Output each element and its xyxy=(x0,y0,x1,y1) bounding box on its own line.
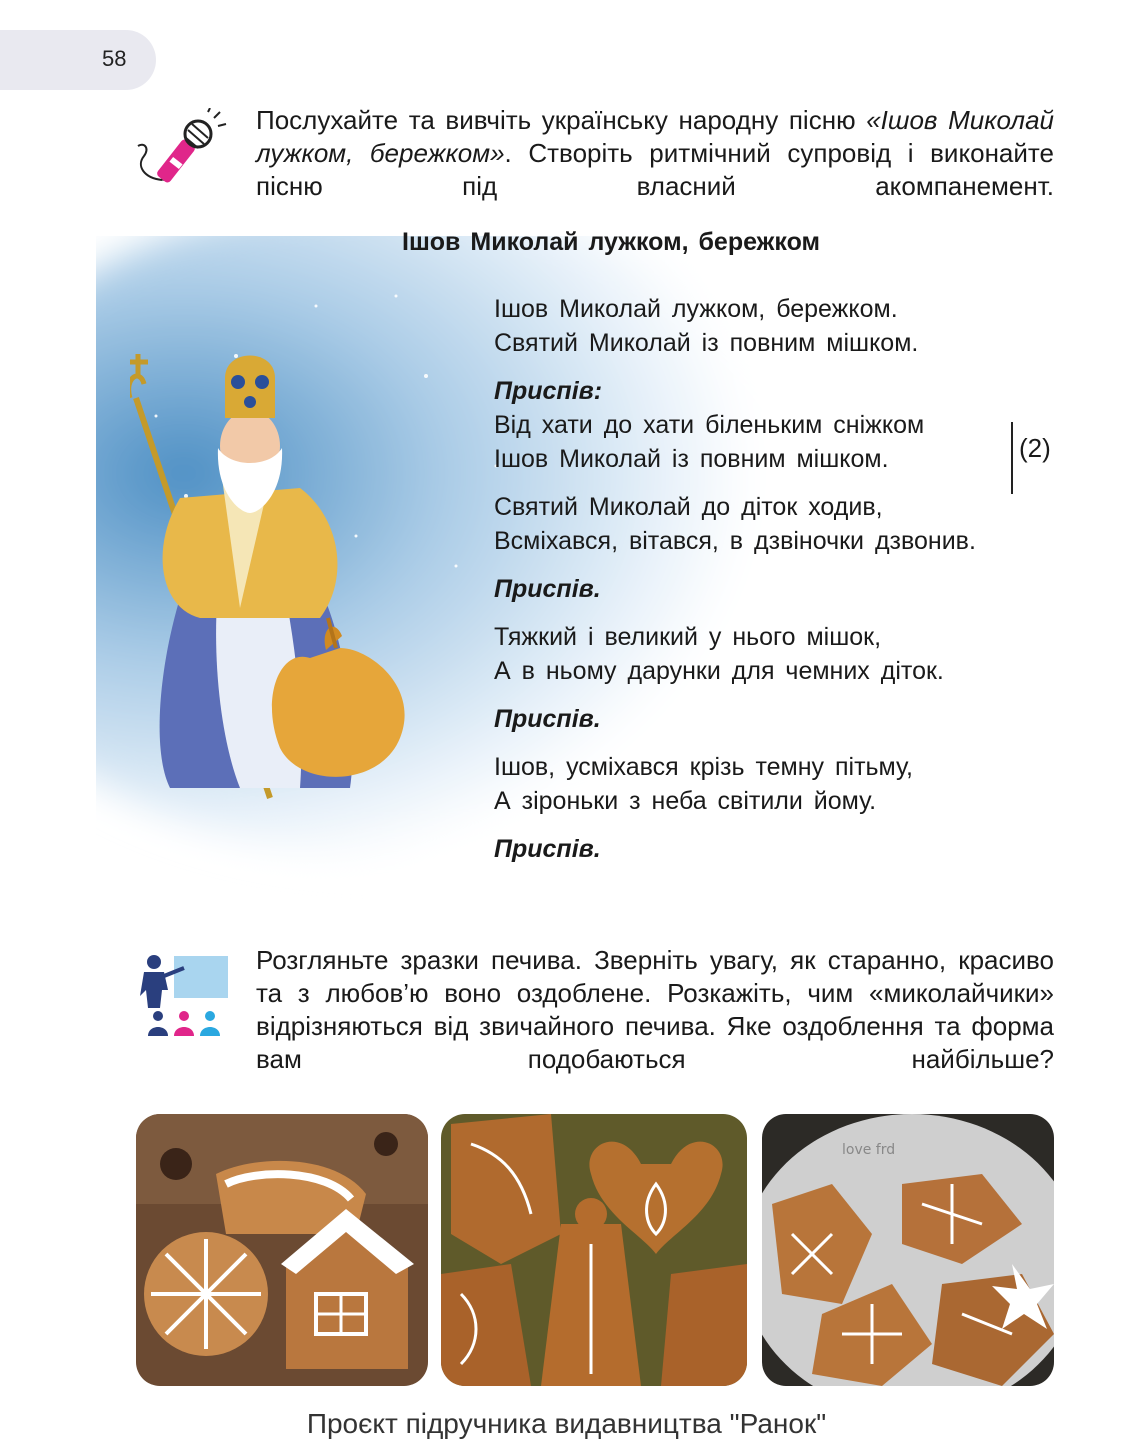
repeat-mark: (2) xyxy=(1019,433,1051,463)
repeat-bracket xyxy=(1011,422,1013,494)
page-number-tab xyxy=(0,30,156,90)
lyric-line: Всміхався, вітався, в дзвіночки дзвонив. xyxy=(494,527,976,555)
lyric-line: Святий Миколай із повним мішком. xyxy=(494,329,919,357)
task2-text: Розгляньте зразки печива. Зверніть увагу, як старанно, красиво та з любов’ю воно оздоблене. Розкажіть, чим «миколайчики» відрізняються від звичайного печива. Яке оздоблення та форма вам подобаються найбільше? xyxy=(256,945,1054,1074)
lyric-line: А зіроньки з неба світили йому. xyxy=(494,787,877,815)
song-title: Ішов Миколай лужком, бережком xyxy=(402,228,821,256)
plate-text: love frd xyxy=(842,1142,896,1158)
gingerbread-photo-1 xyxy=(136,1114,428,1386)
task1-text: Послухайте та вивчіть українську народну пісню «Ішов Миколай лужком, бережком». Створіть ритмічний супровід і виконайте пісню під власний акомпанемент. xyxy=(256,105,1054,201)
saint-nicholas-illustration xyxy=(130,318,475,818)
chorus-label: Приспів: xyxy=(494,377,603,405)
lyric-line: А в ньому дарунки для чемних діток. xyxy=(494,657,944,685)
chorus-ref: Приспів. xyxy=(494,705,601,733)
lyric-line: Ішов Миколай лужком, бережком. xyxy=(494,295,898,323)
chorus-line: Ішов Миколай із повним мішком. xyxy=(494,445,889,473)
footer-text: Проєкт підручника видавництва "Ранок" xyxy=(306,1408,827,1439)
song-reference: «Ішов Миколай лужком, бережком» xyxy=(256,105,1054,168)
chorus-ref: Приспів. xyxy=(494,835,601,863)
gingerbread-photo-3 xyxy=(762,1114,1054,1386)
microphone-icon xyxy=(134,108,230,200)
lyric-line: Тяжкий і великий у нього мішок, xyxy=(494,623,882,651)
gingerbread-photo-2 xyxy=(441,1114,747,1386)
teacher-class-icon xyxy=(134,950,230,1042)
lyric-line: Ішов, усміхався крізь темну пітьму, xyxy=(494,753,913,781)
lyric-line: Святий Миколай до діток ходив, xyxy=(494,493,883,521)
chorus-ref: Приспів. xyxy=(494,575,601,603)
chorus-line: Від хати до хати біленьким сніжком xyxy=(494,411,925,439)
song-lyrics xyxy=(494,292,1074,866)
page-number: 58 xyxy=(102,46,127,71)
